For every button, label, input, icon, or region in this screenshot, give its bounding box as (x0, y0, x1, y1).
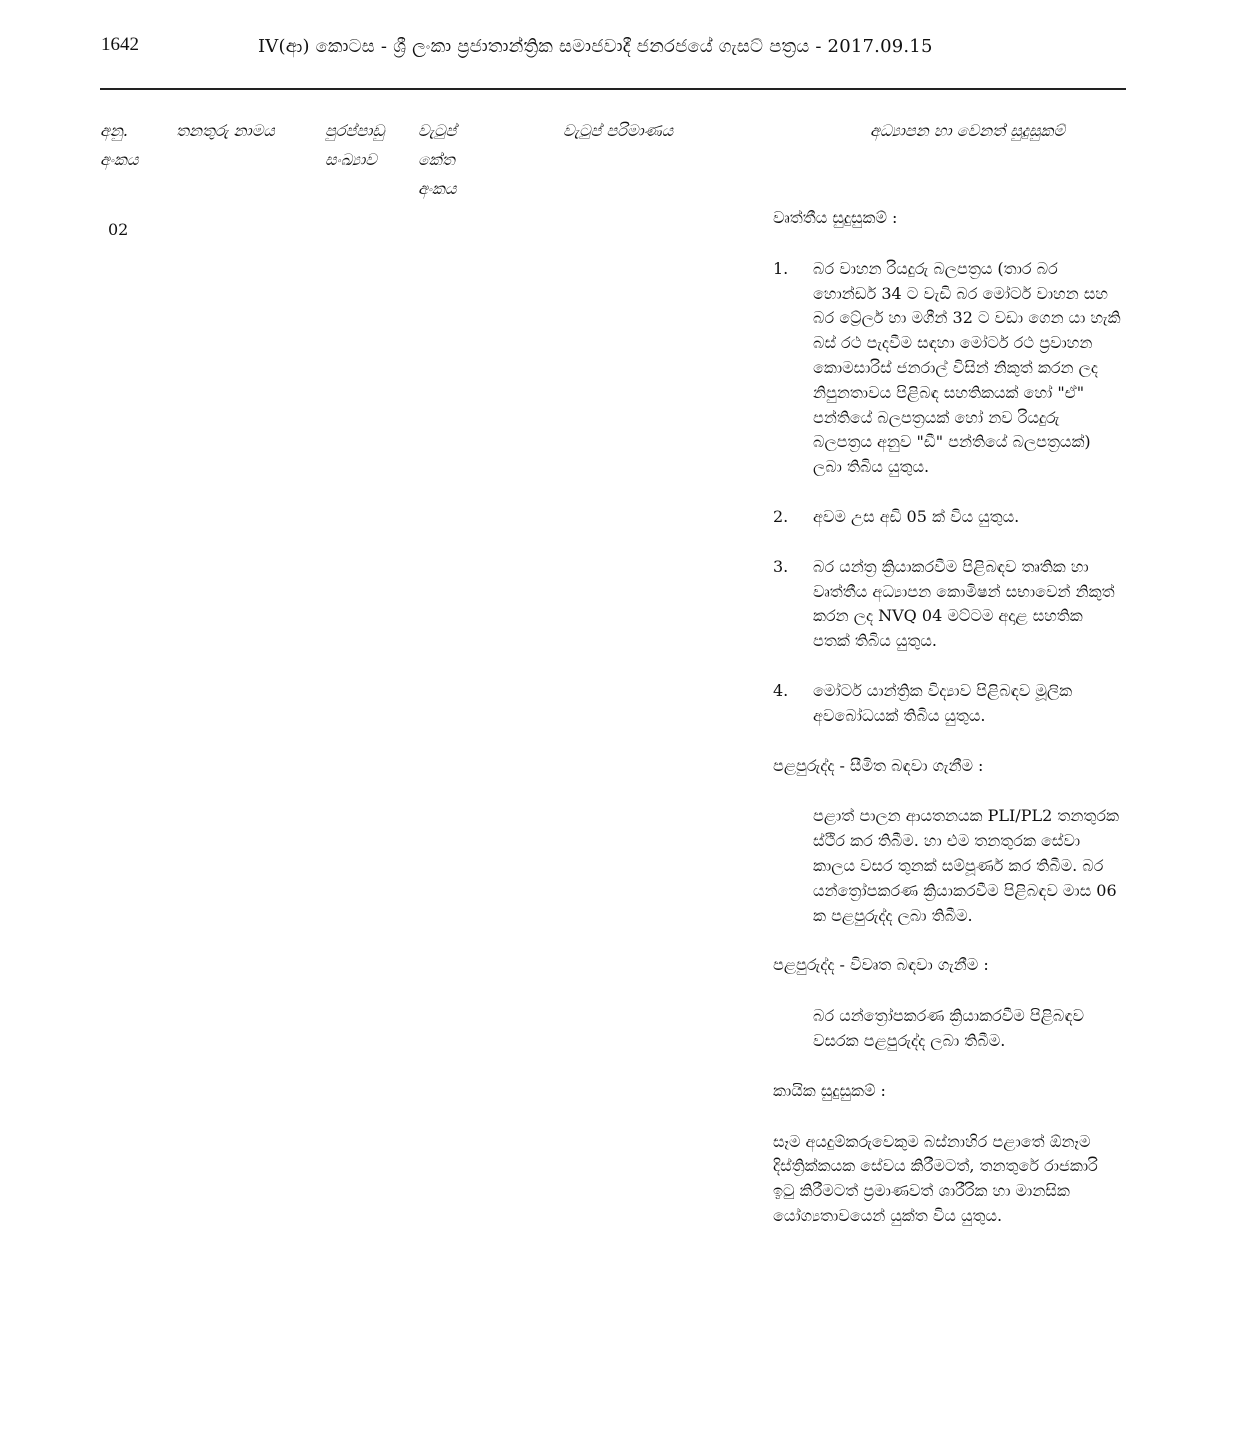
item-text: බර යන්ත්‍ර ක්‍රියාකරවීම පිළිබඳව තෘතික හා වෘත්තීය අධ්‍යාපන කොමිෂන් සභාවෙන් නිකුත් කරන ලද NVQ 04 මට්ටම අදාළ සහතික පතක් තිබිය යුතුය. (813, 556, 1115, 651)
column-head-salary-scale: වැටුප් පරිමාණය (563, 121, 674, 140)
item-text: මෝටර් යාන්ත්‍රික විද්‍යාව පිළිබඳව මූලික අවබෝධයක් තිබිය යුතුය. (813, 680, 1073, 725)
column-head-serial: අනු. අංකය (100, 121, 139, 169)
column-head-vacancies: පුරප්පාඩු සංඛ්‍යාව (325, 121, 385, 169)
experience-open-text: බර යන්ත්‍රෝපකරණ ක්‍රියාකරවීම පිළිබඳව වසරක පළපුරුද්ද ලබා තිබීම. (813, 1006, 1085, 1050)
column-head-qualifications: අධ්‍යාපන හා වෙනත් සුදුසුකම් (870, 121, 1065, 140)
item-number: 4. (773, 680, 789, 700)
item-number: 3. (773, 556, 789, 576)
qualifications-content (773, 206, 1123, 1229)
column-head-salary-code: වැටුප් කේත අංකය (418, 121, 457, 198)
physical-text: සෑම අයදුම්කරුවෙකුම බස්නාහිර පළාතේ ඕනෑම දිස්ත්‍රික්කයක සේවය කිරීමටත්, තනතුරේ රාජකාරි ඉටු කිරීමටත් ප්‍රමාණවත් ශාරීරික හා මානසික යෝග්‍යතාවයෙන් යුක්ත විය යුතුය. (773, 1131, 1098, 1225)
experience-limited-title: පළපුරුද්ද - සීමිත බඳවා ගැනීම : (773, 755, 984, 775)
column-head-post-name: තනතුරු නාමය (176, 121, 275, 140)
vocational-title: වෘත්තීය සුදුසුකම් : (773, 208, 898, 227)
item-number: 2. (773, 506, 789, 526)
vocational-item (773, 555, 1123, 654)
item-text: බර වාහන රියදුරු බලපත්‍රය (තාර බර හොන්ඩර් 34 ට වැඩි බර මෝටර් වාහන සහ බර ට්‍රේලර් හා මගීන් 32 ට වඩා ගෙන යා හැකි බස් රථ පැදවීම සඳහා මෝටර් රථ ප්‍රවාහන කොමසාරිස් ජනරාල් විසින් නිකුත් කරන ලද නිපුනතාවය පිළිබඳ සහතිකයක් හෝ "ඒ" පන්තියේ බලපත්‍රයක් හෝ නව රියදුරු බලපත්‍රය අනුව "ඩී" පන්තියේ බලපත්‍රයක්) ලබා තිබිය යුතුය. (813, 258, 1121, 477)
page-number: 1642 (101, 34, 139, 55)
vocational-item (773, 505, 1123, 530)
physical-title: කායික සුදුසුකම් : (773, 1080, 886, 1100)
vocational-item (773, 257, 1123, 480)
item-number: 1. (773, 258, 789, 278)
experience-open-title: පළපුරුද්ද - විවෘත බඳවා ගැනීම : (773, 955, 989, 975)
item-text: අවම උස අඩි 05 ක් විය යුතුය. (813, 506, 1020, 526)
running-head: IV(ආ) කොටස - ශ්‍රී ලංකා ප්‍රජාතාන්ත්‍රික සමාජවාදී ජනරජයේ ගැසට් පත්‍රය - 2017.09.15 (258, 36, 933, 57)
header-rule (100, 88, 1126, 90)
row-number: 02 (108, 220, 129, 239)
vocational-item (773, 679, 1123, 729)
experience-limited-text: පළාත් පාලන ආයතනයක PLI/PL2 තනතුරක ස්ථිර කර තිබීම. හා එම තනතුරක සේවා කාලය වසර තුනක් සම්පූර්ණ කර තිබීම. බර යන්ත්‍රෝපකරණ ක්‍රියාකරවීම පිළිබඳව මාස 06 ක පළපුරුද්ද ලබා තිබීම. (813, 806, 1119, 925)
